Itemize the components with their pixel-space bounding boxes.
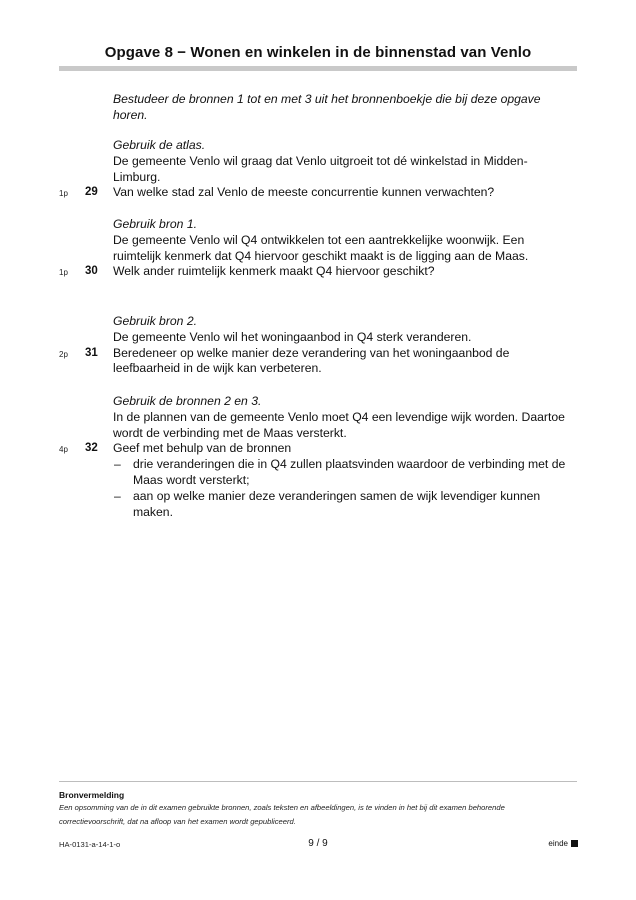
question-text: Beredeneer op welke manier deze verandering van het woningaanbod de leefbaarheid in de wijk kan verbeteren. <box>113 345 510 376</box>
dash-bullet: – <box>114 488 121 503</box>
points-label: 1p <box>59 189 68 199</box>
end-marker: einde <box>548 839 578 848</box>
question-row <box>59 441 573 457</box>
question-number: 31 <box>85 346 98 359</box>
intro-instruction: Bestudeer de bronnen 1 tot en met 3 uit het bronnenboekje die bij deze opgave horen. <box>113 92 541 122</box>
source-instruction: Gebruik bron 2. <box>113 314 198 328</box>
source-instruction: Gebruik de bronnen 2 en 3. <box>113 394 262 408</box>
exam-code: HA-0131-a-14-1-o <box>59 840 121 849</box>
question-block-32 <box>59 394 573 520</box>
page-number: 9 / 9 <box>308 838 328 849</box>
points-label: 4p <box>59 445 68 455</box>
question-block-31 <box>59 314 573 377</box>
question-number: 32 <box>85 442 98 455</box>
question-text: Geef met behulp van de bronnen <box>113 441 292 456</box>
footer-divider <box>59 781 577 782</box>
question-block-29 <box>59 138 573 201</box>
source-credits-text: Een opsomming van de in dit examen gebruikte bronnen, zoals teksten en afbeeldingen, is te vinden in het bij dit examen behorende correctievoorschrift, dat na afloop van het examen wordt gepubliceerd. <box>59 803 505 826</box>
question-context: In de plannen van de gemeente Venlo moet Q4 een levendige wijk worden. Daartoe wordt de verbinding met de Maas versterkt. <box>113 409 565 440</box>
list-item: – drie veranderingen die in Q4 zullen plaatsvinden waardoor de verbinding met de Maas wordt versterkt; <box>114 457 566 487</box>
end-square-icon <box>571 840 578 847</box>
question-number: 29 <box>85 186 98 199</box>
dash-bullet: – <box>114 457 121 472</box>
question-context: De gemeente Venlo wil het woningaanbod in Q4 sterk veranderen. <box>113 329 472 344</box>
source-credits-heading: Bronvermelding <box>59 790 125 800</box>
page-title: Opgave 8 − Wonen en winkelen in de binnenstad van Venlo <box>104 44 532 61</box>
question-block-30 <box>59 217 573 280</box>
title-underline <box>59 66 577 71</box>
question-text: Van welke stad zal Venlo de meeste concurrentie kunnen verwachten? <box>113 185 495 200</box>
question-row <box>59 345 573 378</box>
question-number: 30 <box>85 265 98 278</box>
question-row <box>59 185 573 201</box>
points-label: 1p <box>59 268 68 278</box>
question-context: De gemeente Venlo wil Q4 ontwikkelen tot een aantrekkelijke woonwijk. Een ruimtelijk kenmerk dat Q4 hiervoor geschikt maakt is de ligging aan de Maas. <box>113 232 529 263</box>
question-text: Welk ander ruimtelijk kenmerk maakt Q4 hiervoor geschikt? <box>113 264 435 279</box>
source-instruction: Gebruik bron 1. <box>113 217 198 231</box>
list-item: – aan op welke manier deze veranderingen samen de wijk levendiger kunnen maken. <box>114 488 541 519</box>
question-context: De gemeente Venlo wil graag dat Venlo uitgroeit tot dé winkelstad in Midden-Limburg. <box>113 153 528 184</box>
source-instruction: Gebruik de atlas. <box>113 138 206 152</box>
points-label: 2p <box>59 349 68 359</box>
answer-items-list <box>113 457 573 520</box>
question-row <box>59 264 573 280</box>
